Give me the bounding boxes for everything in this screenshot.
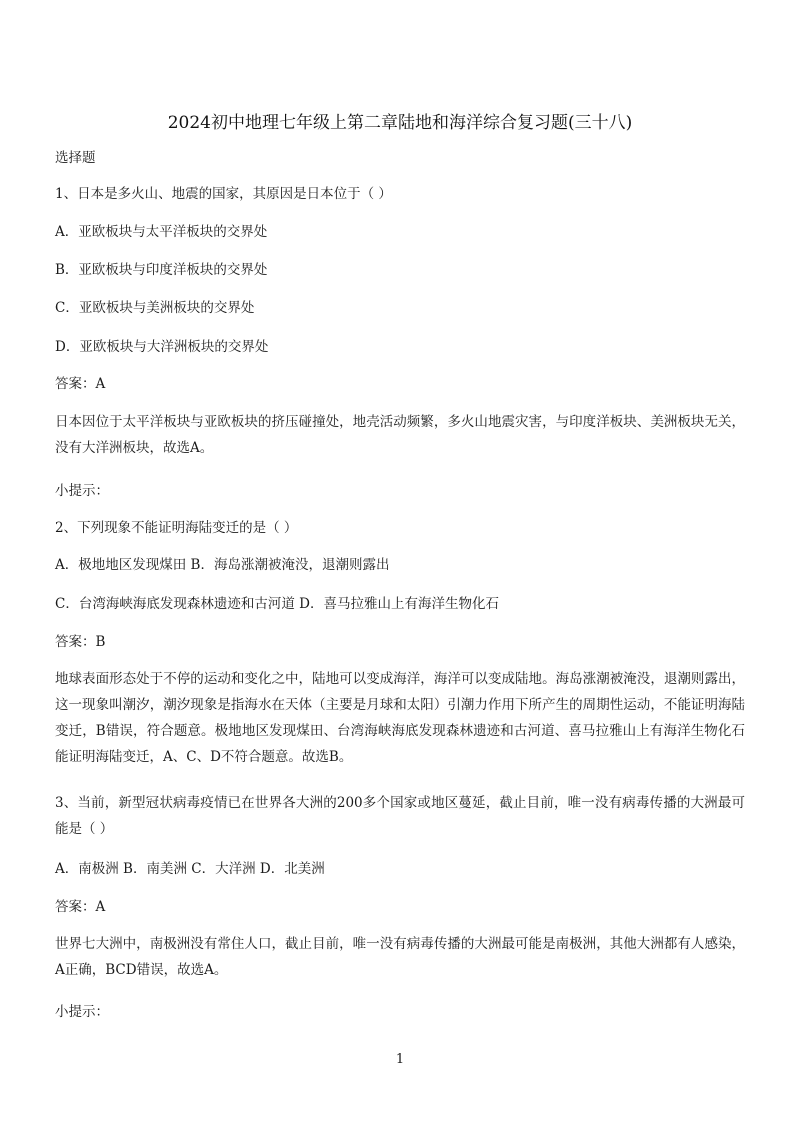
- question-1-tip: 小提示：: [55, 483, 109, 499]
- question-2-options-cd: C．台湾海峡海底发现森林遗迹和古河道 D．喜马拉雅山上有海洋生物化石: [55, 596, 499, 612]
- question-3-options: A．南极洲 B．南美洲 C．大洋洲 D．北美洲: [55, 861, 325, 877]
- question-1-answer: 答案：A: [55, 376, 106, 392]
- question-2-explanation: 地球表面形态处于不停的运动和变化之中，陆地可以变成海洋，海洋可以变成陆地。海岛涨潮被淹没，退潮则露出，这一现象叫潮汐，潮汐现象是指海水在天体（主要是月球和太阳）引潮力作用下所产生的周期性运动，不能证明海陆变迁，B错误，符合题意。极地地区发现煤田、台湾海峡海底发现森林遗迹和古河道、喜马拉雅山上有海洋生物化石能证明海陆变迁，A、C、D不符合题意。故选B。: [55, 671, 745, 765]
- question-2-options-ab: A．极地地区发现煤田 B．海岛涨潮被淹没，退潮则露出: [55, 557, 390, 573]
- question-1-option-d: D．亚欧板块与大洋洲板块的交界处: [55, 339, 269, 355]
- question-1-explanation: 日本因位于太平洋板块与亚欧板块的挤压碰撞处，地壳活动频繁，多火山地震灾害，与印度洋板块、美洲板块无关，没有大洋洲板块，故选A。: [55, 414, 745, 456]
- question-2-text: 2、下列现象不能证明海陆变迁的是（ ）: [55, 520, 298, 536]
- question-3-explanation: 世界七大洲中，南极洲没有常住人口，截止目前，唯一没有病毒传播的大洲最可能是南极洲，其他大洲都有人感染，A正确，BCD错误，故选A。: [55, 936, 745, 978]
- question-1-option-a: A．亚欧板块与太平洋板块的交界处: [55, 224, 268, 240]
- question-3-tip: 小提示：: [55, 1004, 109, 1020]
- question-1-option-b: B．亚欧板块与印度洋板块的交界处: [55, 262, 268, 278]
- question-1-option-c: C．亚欧板块与美洲板块的交界处: [55, 300, 255, 316]
- page-number: 1: [395, 1052, 405, 1067]
- question-3-text: 3、当前，新型冠状病毒疫情已在世界各大洲的200多个国家或地区蔓延，截止目前，唯一没有病毒传播的大洲最可能是（ ）: [55, 795, 745, 837]
- question-3-answer: 答案：A: [55, 899, 106, 915]
- question-2-answer: 答案：B: [55, 634, 106, 650]
- question-1-text: 1、日本是多火山、地震的国家，其原因是日本位于（ ）: [55, 186, 392, 202]
- document-title: 2024初中地理七年级上第二章陆地和海洋综合复习题(三十八): [167, 113, 633, 133]
- section-label: 选择题: [55, 150, 96, 166]
